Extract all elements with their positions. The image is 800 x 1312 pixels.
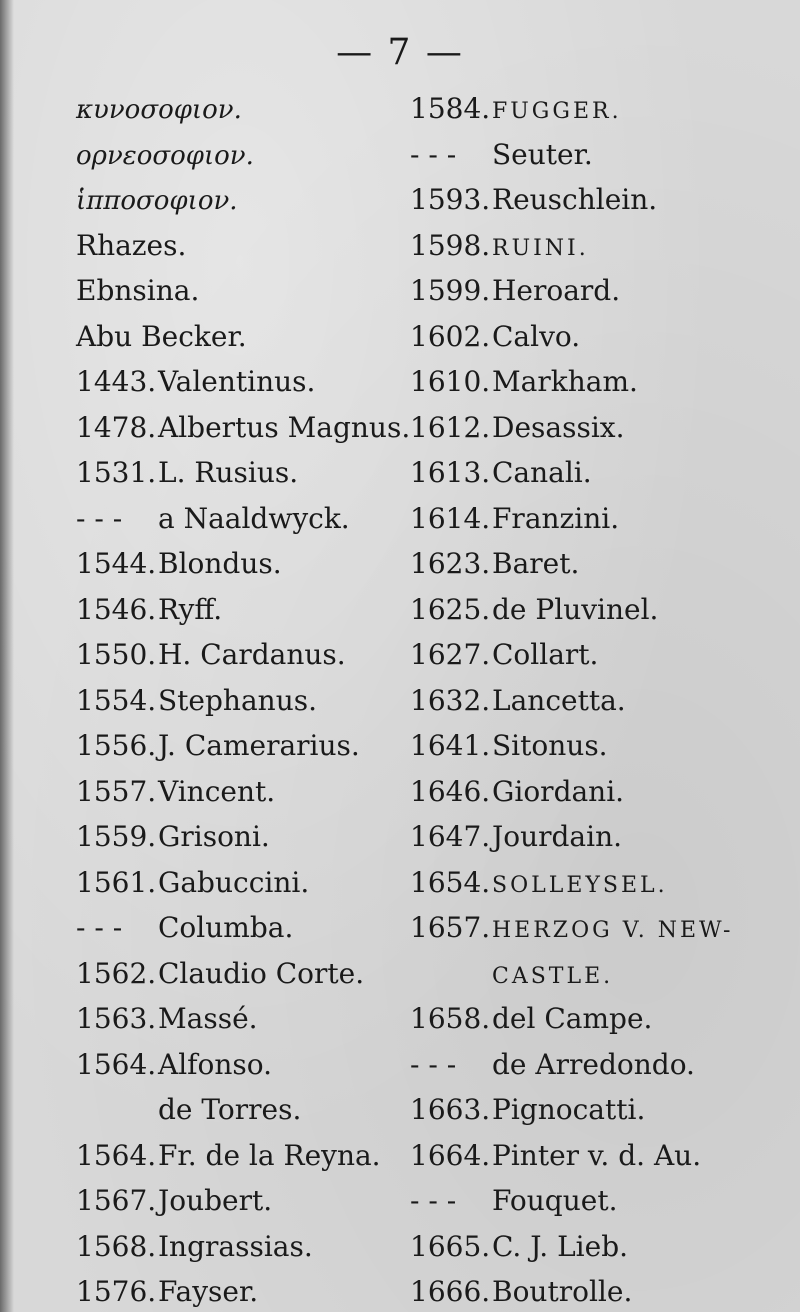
entry-name: de Pluvinel. bbox=[492, 592, 659, 626]
list-item bbox=[410, 775, 624, 809]
list-item bbox=[410, 1002, 652, 1036]
list-item bbox=[76, 775, 275, 809]
entry-year: 1556. bbox=[76, 729, 157, 762]
entry-name: Boutrolle. bbox=[492, 1275, 633, 1308]
list-item bbox=[410, 502, 619, 536]
entry-name: Fouquet. bbox=[492, 1184, 618, 1217]
entry-name: Pignocatti. bbox=[492, 1093, 646, 1126]
entry-name: Grisoni. bbox=[158, 820, 270, 853]
entry-name: Ryff. bbox=[158, 592, 223, 626]
entry-name: de Torres. bbox=[158, 1093, 302, 1126]
entry-year: 1602. bbox=[410, 319, 491, 353]
entry-year: 1550. bbox=[76, 638, 157, 671]
entry-name: a Naaldwyck. bbox=[158, 501, 350, 535]
entry-name: Gabuccini. bbox=[158, 865, 310, 899]
list-item bbox=[76, 411, 410, 445]
list-item bbox=[76, 911, 293, 945]
entry-name: J. Camerarius. bbox=[158, 729, 360, 762]
list-item bbox=[76, 729, 360, 763]
entry-name: Franzini. bbox=[492, 501, 620, 535]
entry-name: Sitonus. bbox=[492, 729, 608, 762]
list-item bbox=[410, 729, 608, 763]
entry-year: 1627. bbox=[410, 638, 491, 671]
entry-year: 1562. bbox=[76, 956, 157, 990]
list-item bbox=[410, 274, 620, 308]
page-number: — 7 — bbox=[336, 32, 464, 73]
list-item bbox=[76, 1275, 258, 1309]
entry-name: ἱπποσοφιον. bbox=[76, 186, 238, 216]
entry-year: 1614. bbox=[410, 501, 491, 535]
list-item bbox=[410, 411, 624, 445]
list-item bbox=[410, 1230, 628, 1264]
list-item bbox=[76, 957, 364, 991]
entry-year: - - - bbox=[410, 1047, 457, 1081]
entry-year: 1666. bbox=[410, 1275, 491, 1308]
entry-name: Albertus Magnus. bbox=[158, 410, 411, 444]
entry-year: 1563. bbox=[76, 1002, 157, 1035]
entry-year: 1576. bbox=[76, 1275, 157, 1308]
entry-name: Rhazes. bbox=[76, 228, 187, 262]
entry-year: 1658. bbox=[410, 1002, 491, 1035]
entry-name: RUINI. bbox=[492, 235, 589, 261]
entry-name: Pinter v. d. Au. bbox=[492, 1138, 702, 1172]
entry-name: Claudio Corte. bbox=[158, 956, 365, 990]
entry-year: 1612. bbox=[410, 410, 491, 444]
entry-year: 1654. bbox=[410, 865, 491, 899]
entry-name: Stephanus. bbox=[158, 683, 317, 717]
entry-name: Jourdain. bbox=[492, 820, 623, 853]
entry-name: Heroard. bbox=[492, 274, 621, 307]
entry-name: SOLLEYSEL. bbox=[492, 872, 668, 898]
entry-year: 1598. bbox=[410, 228, 491, 262]
list-item bbox=[410, 229, 589, 266]
entry-year: 1478. bbox=[76, 410, 157, 444]
list-item bbox=[410, 456, 592, 490]
entry-name: Blondus. bbox=[158, 547, 282, 580]
list-item bbox=[76, 547, 282, 581]
list-item bbox=[410, 638, 598, 672]
list-item bbox=[410, 183, 657, 217]
entry-name: Desassix. bbox=[492, 410, 625, 444]
entry-name: Reuschlein. bbox=[492, 183, 658, 216]
list-item bbox=[76, 365, 315, 399]
entry-name: Canali. bbox=[492, 456, 592, 489]
entry-name: CASTLE. bbox=[492, 963, 614, 989]
entry-name: de Arredondo. bbox=[492, 1047, 695, 1081]
entry-name: HERZOG V. NEW- bbox=[492, 918, 734, 943]
entry-name: Massé. bbox=[158, 1002, 258, 1035]
list-item bbox=[76, 684, 317, 718]
entry-year: 1664. bbox=[410, 1138, 491, 1172]
entry-name: Markham. bbox=[492, 365, 638, 398]
list-item bbox=[410, 547, 579, 581]
entry-name: Vincent. bbox=[158, 774, 276, 808]
list-item bbox=[410, 911, 733, 948]
list-item bbox=[76, 320, 247, 354]
entry-name: Columba. bbox=[158, 911, 294, 944]
entry-year: - - - bbox=[76, 911, 123, 944]
entry-year: 1663. bbox=[410, 1093, 491, 1126]
list-item bbox=[410, 1275, 632, 1309]
entry-name: C. J. Lieb. bbox=[492, 1229, 629, 1263]
list-item bbox=[410, 866, 668, 903]
entry-year: 1657. bbox=[410, 911, 491, 944]
entry-year: 1665. bbox=[410, 1229, 491, 1263]
list-item bbox=[76, 593, 222, 627]
list-item bbox=[76, 638, 346, 672]
entry-name: FUGGER. bbox=[492, 99, 622, 124]
entry-year: 1443. bbox=[76, 365, 157, 398]
list-item bbox=[76, 1093, 301, 1127]
list-item bbox=[410, 92, 622, 129]
entry-year: - - - bbox=[410, 1184, 457, 1217]
entry-name: Ebnsina. bbox=[76, 274, 200, 307]
entry-year: 1531. bbox=[76, 456, 157, 489]
entry-name: del Campe. bbox=[492, 1002, 653, 1035]
list-item bbox=[410, 820, 622, 854]
entry-year: 1561. bbox=[76, 865, 157, 899]
list-item bbox=[410, 320, 580, 354]
entry-year: 1568. bbox=[76, 1229, 157, 1263]
list-item bbox=[410, 1184, 617, 1218]
entry-name: Lancetta. bbox=[492, 683, 626, 717]
entry-year: 1641. bbox=[410, 729, 491, 762]
entry-year: 1557. bbox=[76, 774, 157, 808]
entry-name: Fayser. bbox=[158, 1275, 259, 1308]
entry-year: 1567. bbox=[76, 1184, 157, 1217]
list-item bbox=[76, 820, 270, 854]
entry-year: 1613. bbox=[410, 456, 491, 489]
entry-name: Ingrassias. bbox=[158, 1229, 313, 1263]
list-item bbox=[410, 1093, 645, 1127]
list-item bbox=[76, 1002, 258, 1036]
entry-name: Joubert. bbox=[158, 1184, 273, 1217]
entry-year: 1559. bbox=[76, 820, 157, 853]
entry-name: H. Cardanus. bbox=[158, 638, 346, 671]
entry-name: Baret. bbox=[492, 547, 580, 580]
entry-year: 1647. bbox=[410, 820, 491, 853]
entry-name: ορνεοσοφιον. bbox=[76, 140, 254, 171]
list-item bbox=[76, 229, 186, 263]
entry-year: 1544. bbox=[76, 547, 157, 580]
list-item bbox=[76, 183, 238, 218]
entry-name: κυνοσοφιον. bbox=[76, 95, 242, 125]
entry-year: - - - bbox=[410, 137, 457, 171]
list-item bbox=[76, 502, 350, 536]
entry-name: L. Rusius. bbox=[158, 456, 299, 489]
list-item bbox=[410, 593, 658, 627]
entry-year: 1564. bbox=[76, 1138, 157, 1172]
entry-year: 1554. bbox=[76, 683, 157, 717]
list-item bbox=[410, 138, 593, 172]
list-item bbox=[76, 138, 254, 173]
entry-year: 1584. bbox=[410, 92, 491, 125]
entry-year: 1546. bbox=[76, 592, 157, 626]
list-item bbox=[410, 1048, 695, 1082]
entry-year: 1564. bbox=[76, 1047, 157, 1081]
list-item bbox=[76, 866, 309, 900]
page-shadow bbox=[0, 0, 14, 1312]
list-item bbox=[76, 1139, 381, 1173]
entry-name: Giordani. bbox=[492, 774, 625, 808]
list-item bbox=[410, 684, 626, 718]
entry-name: Alfonso. bbox=[158, 1047, 273, 1081]
list-item bbox=[76, 92, 242, 127]
entry-year: - - - bbox=[76, 501, 123, 535]
list-item bbox=[410, 957, 613, 994]
entry-name: Fr. de la Reyna. bbox=[158, 1138, 381, 1172]
entry-year: 1646. bbox=[410, 774, 491, 808]
entry-year: 1623. bbox=[410, 547, 491, 580]
entry-name: Valentinus. bbox=[158, 365, 316, 398]
entry-year: 1593. bbox=[410, 183, 491, 216]
list-item bbox=[410, 1139, 701, 1173]
entry-year: 1610. bbox=[410, 365, 491, 398]
list-item bbox=[410, 365, 638, 399]
list-item bbox=[76, 274, 199, 308]
entry-year: 1632. bbox=[410, 683, 491, 717]
entry-year: 1625. bbox=[410, 592, 491, 626]
entry-name: Calvo. bbox=[492, 319, 581, 353]
list-item bbox=[76, 1230, 313, 1264]
entry-name: Collart. bbox=[492, 638, 599, 671]
list-item bbox=[76, 1048, 272, 1082]
list-item bbox=[76, 1184, 272, 1218]
entry-name: Abu Becker. bbox=[76, 319, 247, 353]
list-item bbox=[76, 456, 298, 490]
entry-year: 1599. bbox=[410, 274, 491, 307]
entry-name: Seuter. bbox=[492, 137, 593, 171]
